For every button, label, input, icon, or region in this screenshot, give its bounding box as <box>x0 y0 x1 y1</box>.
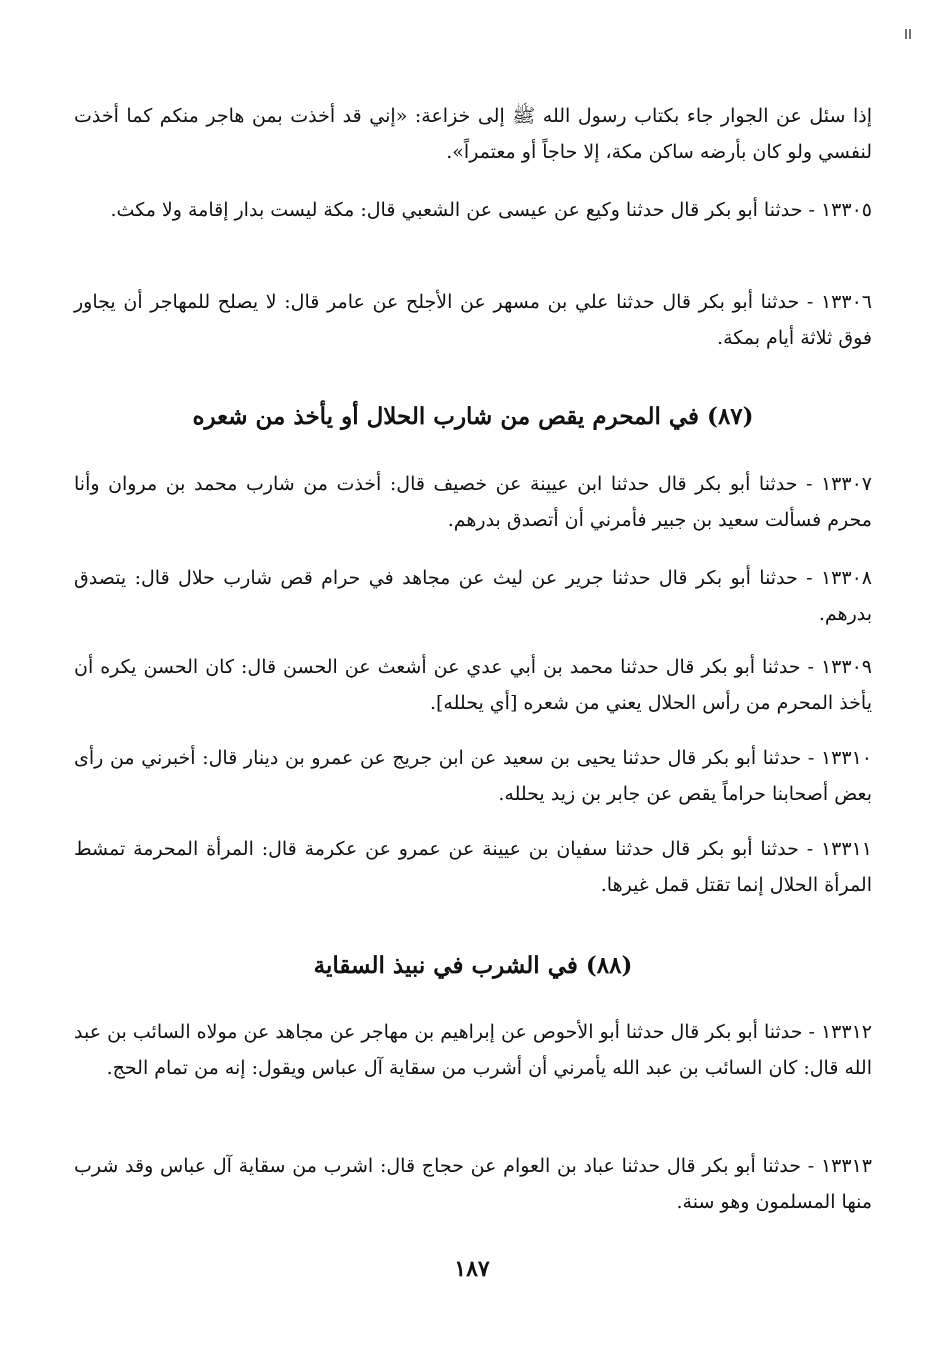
hadith-13307: ١٣٣٠٧ - حدثنا أبو بكر قال حدثنا ابن عيينة عن خصيف قال: أخذت من شارب محمد بن مروان وأنا محرم فسألت سعيد بن جبير فأمرني أن أتصدق بدرهم. <box>74 473 872 531</box>
page-number: ١٨٧ <box>454 1256 490 1282</box>
hadith-13310: ١٣٣١٠ - حدثنا أبو بكر قال حدثنا يحيى بن سعيد عن ابن جريج عن عمرو بن دينار قال: أخبرني من رأى بعض أصحابنا حراماً يقص عن جابر بن زيد يحلله. <box>74 747 872 805</box>
hadith-13305: ١٣٣٠٥ - حدثنا أبو بكر قال حدثنا وكيع عن عيسى عن الشعبي قال: مكة ليست بدار إقامة ولا مكث. <box>110 199 872 221</box>
hadith-13313: ١٣٣١٣ - حدثنا أبو بكر قال حدثنا عباد بن العوام عن حجاج قال: اشرب من سقاية آل عباس وقد شرب منها المسلمون وهو سنة. <box>74 1155 872 1213</box>
hadith-13312: ١٣٣١٢ - حدثنا أبو بكر قال حدثنا أبو الأحوص عن إبراهيم بن مهاجر عن مجاهد عن مولاه السائب بن عبد الله قال: كان السائب بن عبد الله يأمرني أن أشرب من سقاية آل عباس ويقول: إنه من تمام الحج. <box>74 1021 872 1079</box>
hadith-13306: ١٣٣٠٦ - حدثنا أبو بكر قال حدثنا علي بن مسهر عن الأجلح عن عامر قال: لا يصلح للمهاجر أن يجاور فوق ثلاثة أيام بمكة. <box>74 291 872 349</box>
hadith-13308: ١٣٣٠٨ - حدثنا أبو بكر قال حدثنا جرير عن ليث عن مجاهد في حرام قص شارب حلال قال: يتصدق بدرهم. <box>74 567 872 625</box>
hadith-13309: ١٣٣٠٩ - حدثنا أبو بكر قال حدثنا محمد بن أبي عدي عن أشعث عن الحسن قال: كان الحسن يكره أن يأخذ المحرم من رأس الحلال يعني من شعره [أي يحلله]. <box>74 656 872 714</box>
hadith-13311: ١٣٣١١ - حدثنا أبو بكر قال حدثنا سفيان بن عيينة عن عمرو عن عكرمة قال: المرأة المحرمة تمشط المرأة الحلال إنما تقتل قمل غيرها. <box>74 838 872 896</box>
paragraph-continuation: إذا سئل عن الجوار جاء بكتاب رسول الله ﷺ إلى خزاعة: «إني قد أخذت بمن هاجر منكم كما أخذت لنفسي ولو كان بأرضه ساكن مكة، إلا حاجاً أو معتمراً». <box>74 105 872 163</box>
corner-mark-icon <box>904 28 914 40</box>
section-heading-88: (٨٨) في الشرب في نبيذ السقاية <box>313 952 633 979</box>
section-heading-87: (٨٧) في المحرم يقص من شارب الحلال أو يأخذ من شعره <box>192 403 754 430</box>
